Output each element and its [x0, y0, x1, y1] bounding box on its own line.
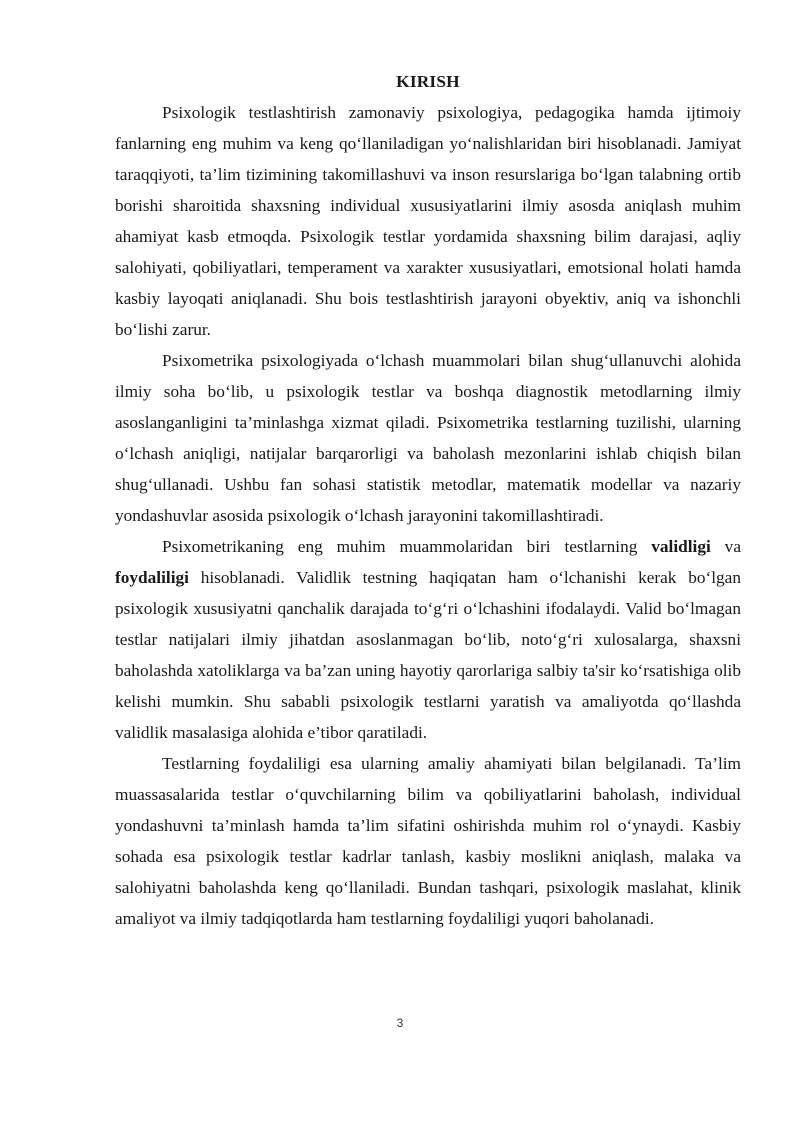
paragraph-1: Psixologik testlashtirish zamonaviy psixologiya, pedagogika hamda ijtimoiy fanlarning eng muhim va keng qo‘llaniladigan yo‘nalishlaridan biri hisoblanadi. Jamiyat taraqqiyoti, ta’lim tizimining takomillashuvi va inson resurslariga bo‘lgan talabning ortib borishi sharoitida shaxsning individual xususiyatlarini ilmiy asosda aniqlash muhim ahamiyat kasb etmoqda. Psixologik testlar yordamida shaxsning bilim darajasi, aqliy salohiyati, qobiliyatlari, temperament va xarakter xususiyatlari, emotsional holati hamda kasbiy layoqati aniqlanadi. Shu bois testlashtirish jarayoni obyektiv, aniq va ishonchli bo‘lishi zarur.	[115, 103, 741, 339]
term-validligi: validligi	[651, 537, 711, 556]
paragraph-3-start: Psixometrikaning eng muhim muammolaridan biri testlarning	[162, 537, 652, 556]
paragraph-3	[115, 531, 741, 748]
paragraph-3-mid: va	[710, 537, 741, 556]
paragraph-4: Testlarning foydaliligi esa ularning amaliy ahamiyati bilan belgilanadi. Ta’lim muassasalarida testlar o‘quvchilarning bilim va qobiliyatlarini baholash, individual yondashuvni ta’minlash hamda ta’lim sifatini oshirishda muhim rol o‘ynaydi. Kasbiy sohada esa psixologik testlar kadrlar tanlash, kasbiy moslikni aniqlash, malaka va salohiyatni baholashda keng qo‘llaniladi. Bundan tashqari, psixologik maslahat, klinik amaliyot va ilmiy tadqiqotlarda ham testlarning foydaliligi yuqori baholanadi.	[115, 754, 741, 928]
paragraph-3-end: hisoblanadi. Validlik testning haqiqatan ham o‘lchanishi kerak bo‘lgan psixologik xususiyatni qanchalik darajada to‘g‘ri o‘lchashini ifodalaydi. Valid bo‘lmagan testlar natijalari ilmiy jihatdan asoslanmagan bo‘lib, noto‘g‘ri xulosalarga, shaxsni baholashda xatoliklarga va ba’zan uning hayotiy qarorlariga salbiy ta'sir ko‘rsatishiga olib kelishi mumkin. Shu sababli psixologik testlarni yaratish va amaliyotda qo‘llashda validlik masalasiga alohida e’tibor qaratiladi.	[115, 568, 741, 742]
paragraph-2: Psixometrika psixologiyada o‘lchash muammolari bilan shug‘ullanuvchi alohida ilmiy soha bo‘lib, u psixologik testlar va boshqa diagnostik metodlarning ilmiy asoslanganligini ta’minlashga xizmat qiladi. Psixometrika testlarning tuzilishi, ularning o‘lchash aniqligi, natijalar barqarorligi va baholash mezonlarini ishlab chiqish bilan shug‘ullanadi. Ushbu fan sohasi statistik metodlar, matematik modellar va nazariy yondashuvlar asosida psixologik o‘lchash jarayonini takomillashtiradi.	[115, 351, 741, 525]
page-number: 3	[396, 1016, 404, 1030]
document-body	[115, 66, 741, 934]
section-title: KIRISH	[396, 72, 460, 91]
term-foydaliligi: foydaliligi	[115, 568, 189, 587]
